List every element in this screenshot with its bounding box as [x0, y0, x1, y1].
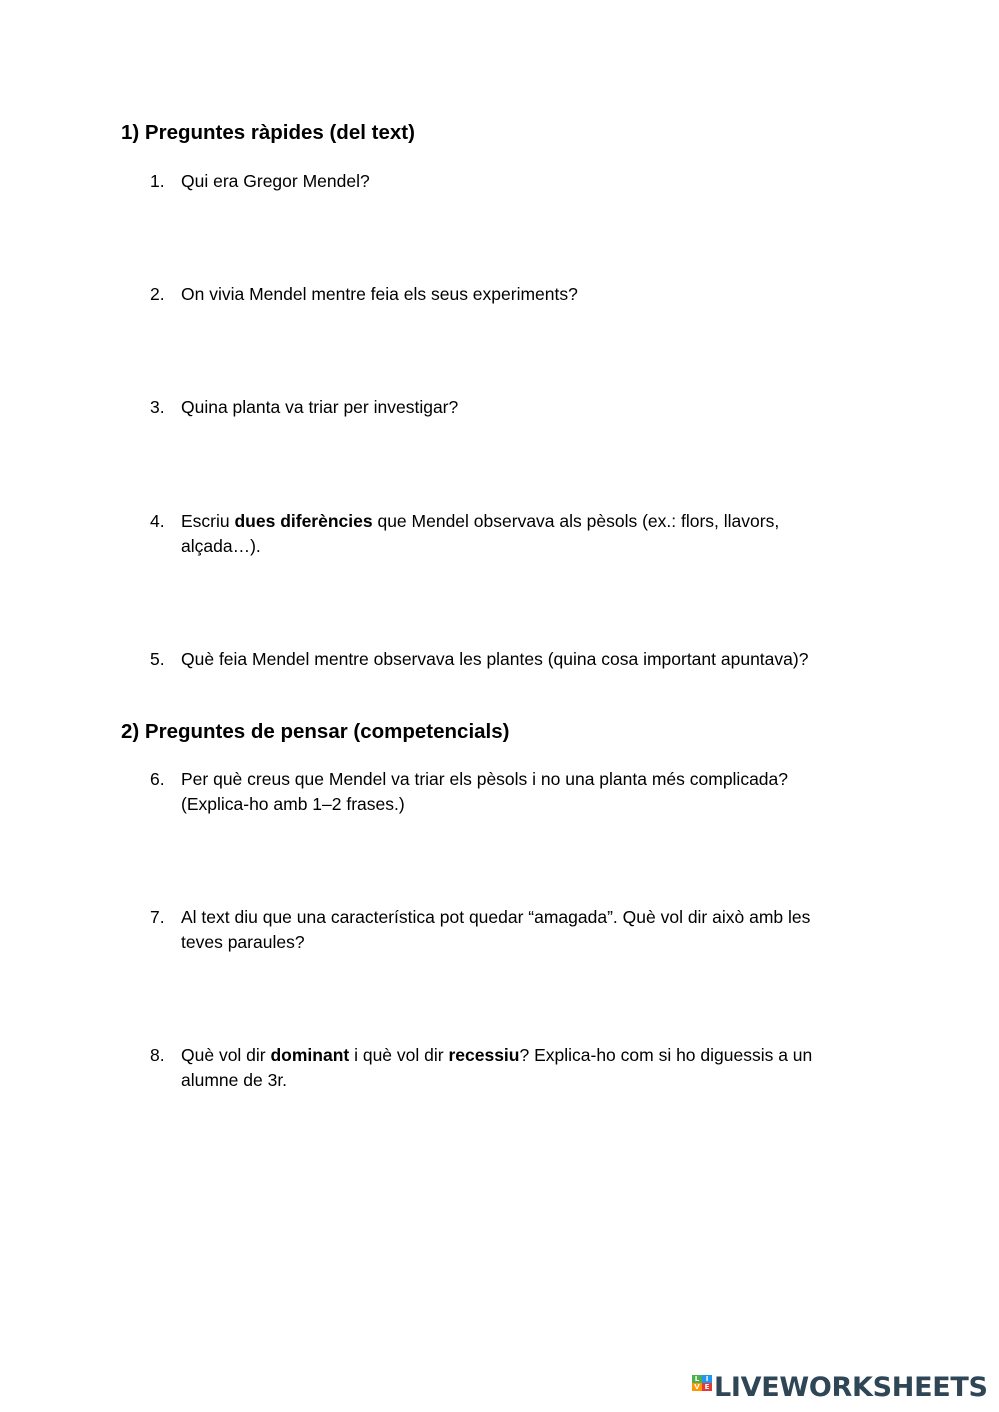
question-number: 2.	[150, 284, 165, 304]
question-8	[150, 1043, 850, 1093]
question-text: Per què creus que Mendel va triar els pèsols i no una planta més complicada? (Explica-ho amb 1–2 frases.)	[181, 769, 789, 814]
question-number: 5.	[150, 649, 165, 669]
question-number: 6.	[150, 769, 165, 789]
question-text: Qui era Gregor Mendel?	[181, 171, 370, 191]
question-number: 4.	[150, 511, 165, 531]
section-title-quick: 1) Preguntes ràpides (del text)	[121, 121, 415, 144]
question-number: 1.	[150, 171, 165, 191]
question-text: On vivia Mendel mentre feia els seus experiments?	[181, 284, 578, 304]
emphasis: recessiu	[448, 1045, 520, 1065]
section-title-thinking: 2) Preguntes de pensar (competencials)	[121, 720, 510, 743]
question-text: Al text diu que una característica pot quedar “amagada”. Què vol dir això amb les teves paraules?	[181, 907, 811, 952]
question-number: 3.	[150, 397, 165, 417]
question-text: Què vol dir dominant i què vol dir recessiu? Explica-ho com si ho diguessis a un alumne de 3r.	[181, 1045, 813, 1090]
brand-name: LIVEWORKSHEETS	[714, 1371, 988, 1403]
logo-letter-i: I	[702, 1375, 712, 1383]
question-6	[150, 767, 850, 817]
logo-letter-l: L	[692, 1375, 702, 1383]
question-text: Què feia Mendel mentre observava les plantes (quina cosa important apuntava)?	[181, 649, 809, 669]
emphasis: dominant	[270, 1045, 350, 1065]
question-text: Quina planta va triar per investigar?	[181, 397, 459, 417]
question-5	[150, 647, 850, 672]
question-2	[150, 282, 850, 307]
logo-letter-v: V	[692, 1383, 702, 1391]
logo-letter-e: E	[702, 1383, 712, 1391]
question-number: 7.	[150, 907, 165, 927]
liveworksheets-logo	[692, 1372, 988, 1402]
question-4	[150, 509, 850, 559]
question-7	[150, 905, 850, 955]
question-3	[150, 395, 850, 420]
emphasis: dues diferències	[234, 511, 373, 531]
logo-icon	[692, 1375, 712, 1399]
question-1	[150, 169, 850, 194]
question-text: Escriu dues diferències que Mendel observava als pèsols (ex.: flors, llavors, alçada…).	[181, 511, 780, 556]
question-number: 8.	[150, 1045, 165, 1065]
